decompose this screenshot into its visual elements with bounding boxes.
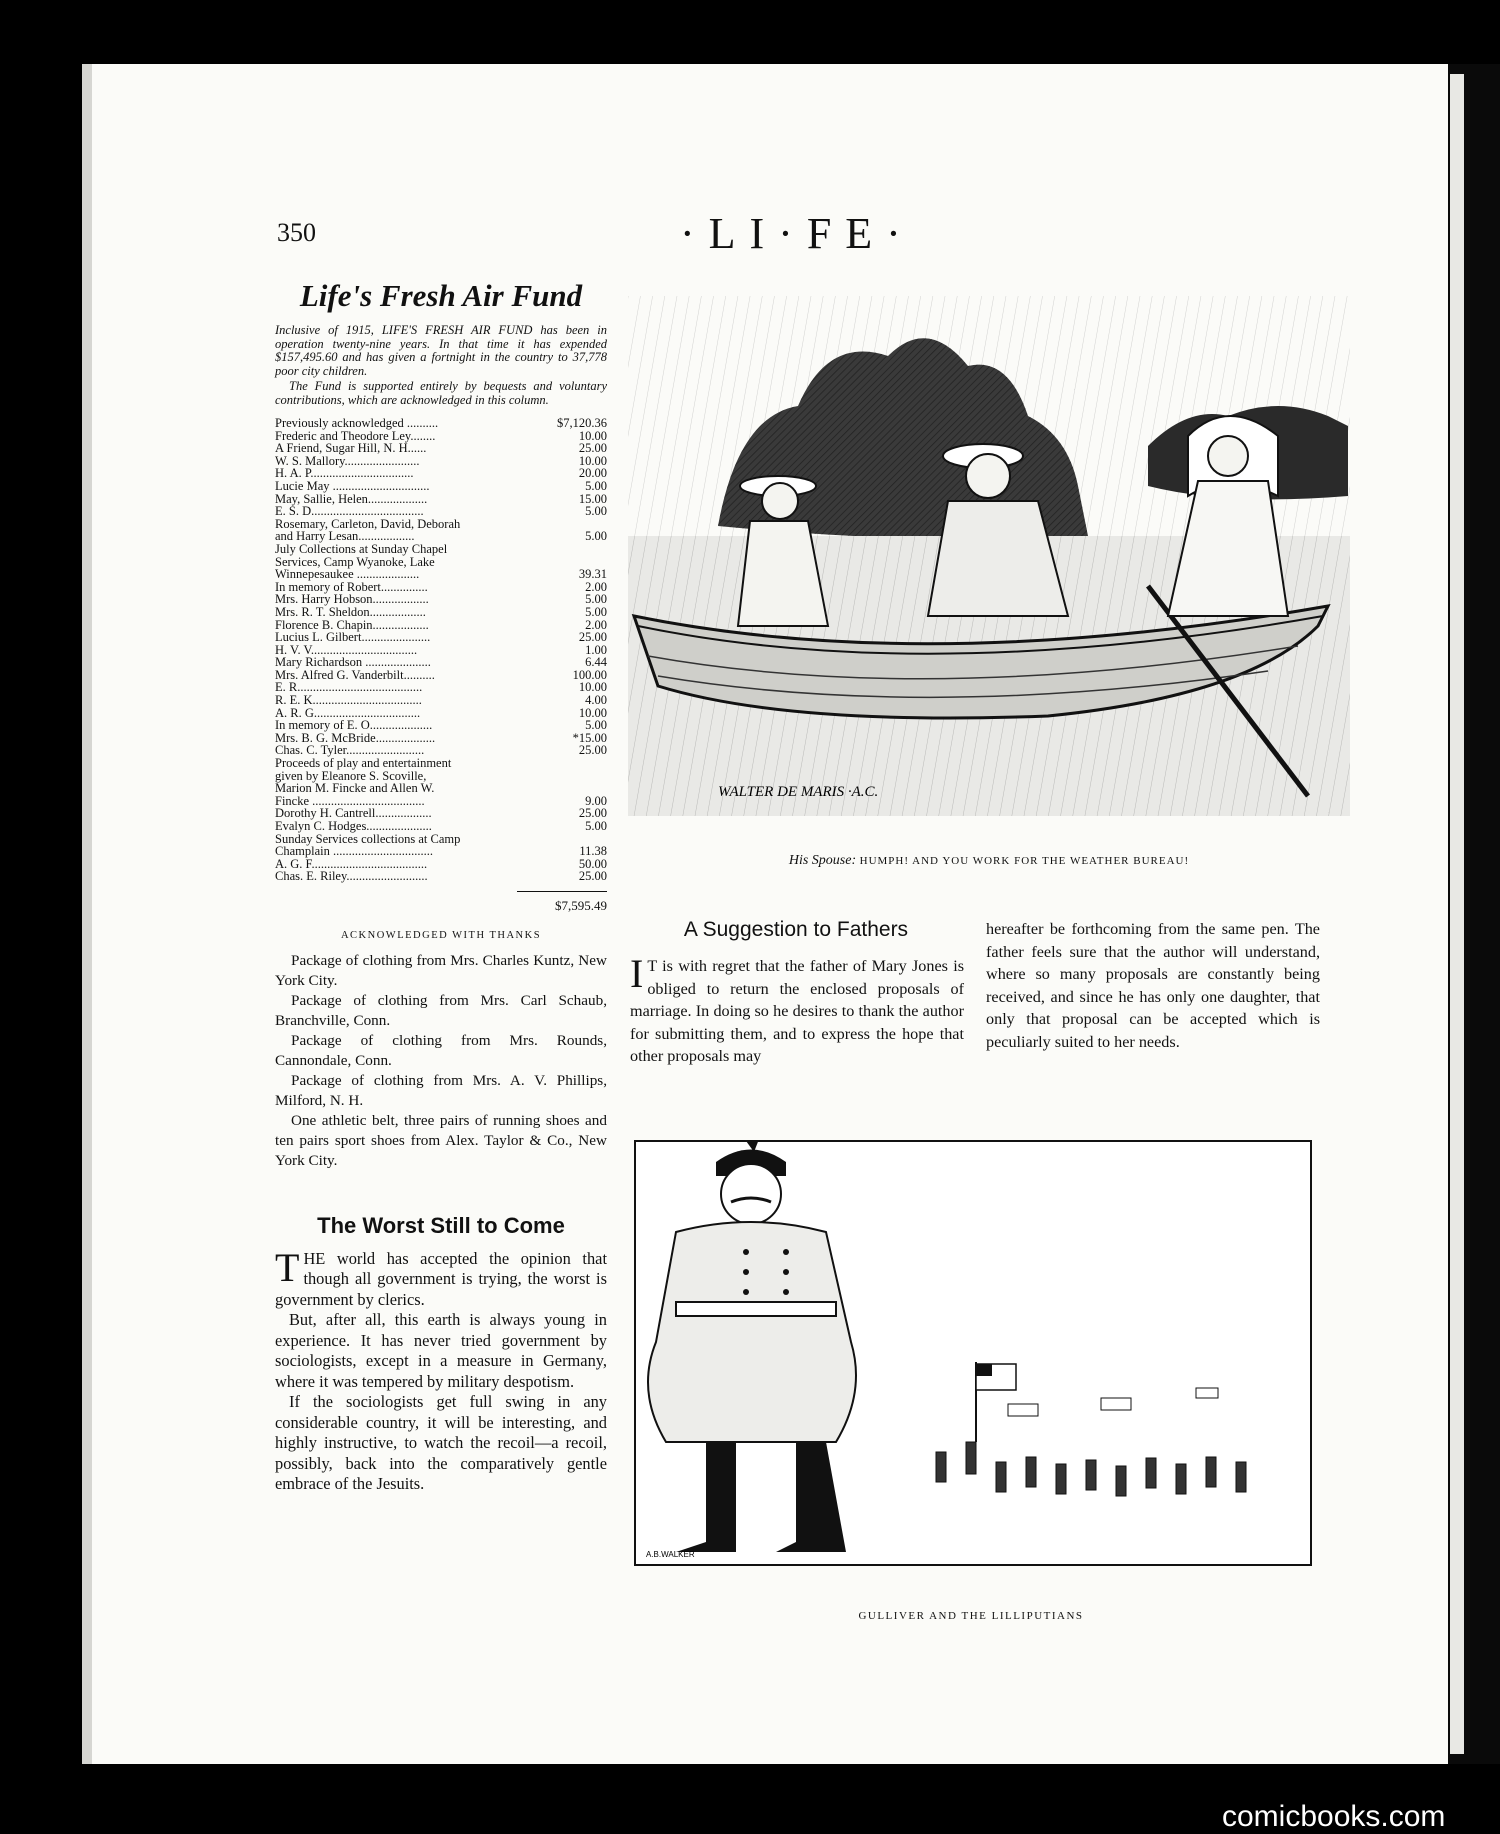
donation-amount: 50.00 (578, 856, 607, 871)
donation-amount: 10.00 (578, 453, 607, 468)
donation-row (275, 631, 607, 644)
boat-caption (628, 853, 1350, 869)
donor-name: Mrs. B. G. McBride................... (275, 730, 436, 745)
fund-intro: Inclusive of 1915, LIFE'S FRESH AIR FUND has been in operation twenty-nine years. In that time it has expended $157,495.60 and has given a fortnight in the country to 37,778 poor city children. (275, 323, 607, 378)
page-number: 350 (277, 218, 316, 247)
page-spine-shadow (82, 64, 92, 1764)
donor-name: Florence B. Chapin.................. (275, 617, 429, 632)
donation-row (275, 870, 607, 883)
fund-intro-2: The Fund is supported entirely by bequests and voluntary contributions, which are acknowledged in this column. (275, 379, 607, 407)
donation-amount: 5.00 (585, 718, 607, 733)
donation-amount: 2.00 (585, 579, 607, 594)
donor-name: Previously acknowledged .......... (275, 416, 439, 430)
suggestion-column-1 (630, 951, 964, 1068)
donation-amount: 25.00 (578, 630, 607, 645)
donor-name: Evalyn C. Hodges..................... (275, 819, 432, 833)
donation-row (275, 480, 607, 493)
donation-amount: 25.00 (578, 806, 607, 821)
donor-name: Mrs. R. T. Sheldon.................. (275, 604, 426, 619)
suggestion-title: A Suggestion to Fathers (683, 918, 909, 941)
gulliver-illustration (636, 1142, 1310, 1564)
donation-amount: 39.31 (578, 567, 607, 582)
donation-amount: 5.00 (585, 592, 607, 607)
donation-amount: 10.00 (578, 705, 607, 720)
suggestion-column-2 (986, 918, 1320, 1053)
donor-name: In memory of Robert............... (275, 579, 428, 594)
gulliver-cartoon (634, 1140, 1312, 1566)
donor-name: May, Sallie, Helen................... (275, 491, 428, 506)
next-page-edge (1448, 64, 1500, 1764)
worst-article (275, 1244, 607, 1495)
suggestion-text: hereafter be forthcoming from the same pen. The father feels sure that the author will understand, where so many proposals are constantly being received, and since he has only one daughter, that only that proposal can be accepted which is peculiarly suited to her needs. (986, 920, 1320, 1051)
ack-heading: ACKNOWLEDGED WITH THANKS (340, 929, 542, 941)
donation-amount: 2.00 (585, 617, 607, 632)
ack-list (275, 951, 607, 1171)
donor-name: Chas. C. Tyler......................... (275, 743, 425, 758)
gulliver-signature: A.B.WALKER (646, 1550, 695, 1559)
donation-row (275, 442, 607, 455)
donor-name: W. S. Mallory........................ (275, 453, 420, 468)
donor-name: R. E. K................................... (275, 693, 422, 708)
donation-list (275, 417, 607, 883)
donation-amount: 6.44 (585, 655, 607, 670)
fund-title: Life's Fresh Air Fund (299, 278, 583, 313)
donor-name: H. A. P................................. (275, 466, 414, 481)
boat-signature: WALTER DE MARIS ·A.C. (718, 784, 879, 800)
dropcap: I (630, 951, 644, 996)
donor-name: Mrs. Harry Hobson.................. (275, 592, 429, 607)
donation-amount: 11.38 (579, 844, 607, 859)
donor-name: Dorothy H. Cantrell.................. (275, 806, 432, 821)
worst-title: The Worst Still to Come (317, 1212, 565, 1238)
donor-name: A. G. F..................................... (275, 856, 428, 871)
donation-row (275, 820, 607, 833)
donation-amount: 20.00 (578, 466, 607, 481)
donation-row (275, 518, 607, 543)
donation-amount: 5.00 (585, 529, 607, 544)
ack-item: Package of clothing from Mrs. Charles Kuntz, New York City. (275, 951, 607, 989)
donation-row (275, 606, 607, 619)
donation-row (275, 833, 607, 858)
donor-name: A. R. G.................................. (275, 705, 421, 720)
donor-name: E. R........................................ (275, 680, 423, 695)
dropcap: T (275, 1244, 300, 1290)
donor-name: A Friend, Sugar Hill, N. H...... (275, 441, 427, 456)
rowboat-cartoon (628, 296, 1350, 816)
watermark: comicbooks.com (1222, 1800, 1446, 1833)
donation-row (275, 757, 607, 807)
donor-name: Mary Richardson ..................... (275, 655, 431, 670)
suggestion-text: T is with regret that the father of Mary Jones is obliged to return the enclosed proposals of marriage. In doing so he desires to thank the author for submitting them, and to express the hope that other proposals may (630, 957, 964, 1065)
donor-name: Rosemary, Carleton, David, Deborah and Harry Lesan.................. (275, 516, 461, 544)
ack-item: Package of clothing from Mrs. Rounds, Cannondale, Conn. (275, 1031, 607, 1069)
donation-amount: *15.00 (572, 730, 607, 745)
donation-amount: 25.00 (578, 869, 607, 884)
worst-paragraph: If the sociologists get full swing in any considerable country, it will be interesting, and highly instructive, to watch the recoil—a recoil, possibly, back into the comparatively gentle embrace of the Jesuits. (275, 1392, 607, 1494)
donation-amount: 10.00 (578, 428, 607, 443)
donation-amount: 5.00 (585, 504, 607, 519)
donation-row (275, 719, 607, 732)
donation-row (275, 694, 607, 707)
donation-amount: 25.00 (578, 441, 607, 456)
donation-row (275, 656, 607, 669)
caption-speech: HUMPH! AND YOU WORK FOR THE WEATHER BUREAU! (859, 855, 1190, 867)
donation-total: $7,595.49 (517, 891, 607, 914)
donor-name: Lucie May ............................... (275, 478, 430, 493)
donor-name: July Collections at Sunday Chapel Services, Camp Wyanoke, Lake Winnepesaukee .................... (275, 541, 448, 582)
donation-amount: 5.00 (585, 478, 607, 493)
donor-name: Mrs. Alfred G. Vanderbilt.......... (275, 667, 435, 682)
worst-paragraph: HE world has accepted the opinion that though all government is trying, the worst is government by clerics. (275, 1248, 607, 1309)
donor-name: In memory of E. O.................... (275, 718, 433, 733)
donation-amount: 4.00 (585, 693, 607, 708)
donation-row (275, 417, 607, 430)
donation-row (275, 505, 607, 518)
donor-name: Frederic and Theodore Ley........ (275, 428, 436, 443)
donor-name: Lucius L. Gilbert...................... (275, 630, 431, 645)
donor-name: Proceeds of play and entertainment given by Eleanore S. Scoville, Marion M. Fincke and Allen W. Fincke .................................... (275, 756, 452, 808)
donation-amount: 1.00 (585, 642, 607, 657)
caption-speaker: His Spouse: (788, 853, 857, 868)
donor-name: H. V. V.................................. (275, 642, 418, 657)
donor-name: Chas. E. Riley.......................... (275, 869, 428, 884)
gulliver-caption: GULLIVER AND THE LILLIPUTIANS (858, 1610, 1084, 1622)
ack-item: One athletic belt, three pairs of running shoes and ten pairs sport shoes from Alex. Taylor & Co., New York City. (275, 1111, 607, 1169)
ack-item: Package of clothing from Mrs. Carl Schaub, Branchville, Conn. (275, 991, 607, 1029)
donation-amount: 25.00 (578, 743, 607, 758)
donation-amount: 100.00 (572, 667, 607, 682)
worst-paragraph: But, after all, this earth is always young in experience. It has never tried government by sociologists, except in a measure in Germany, where it was tempered by military despotism. (275, 1310, 607, 1391)
left-column (275, 278, 607, 1495)
donor-name: E. S. D.................................... (275, 504, 424, 519)
donation-amount: $7,120.36 (557, 416, 607, 430)
donation-amount: 5.00 (585, 819, 607, 833)
masthead: ·LI·FE· (680, 209, 915, 258)
donation-amount: 5.00 (585, 604, 607, 619)
donation-amount: 15.00 (578, 491, 607, 506)
donor-name: Sunday Services collections at Camp Champlain ................................ (275, 831, 461, 859)
donation-amount: 10.00 (578, 680, 607, 695)
donation-row (275, 543, 607, 581)
ack-item: Package of clothing from Mrs. A. V. Phillips, Milford, N. H. (275, 1071, 607, 1109)
donation-amount: 9.00 (585, 793, 607, 808)
